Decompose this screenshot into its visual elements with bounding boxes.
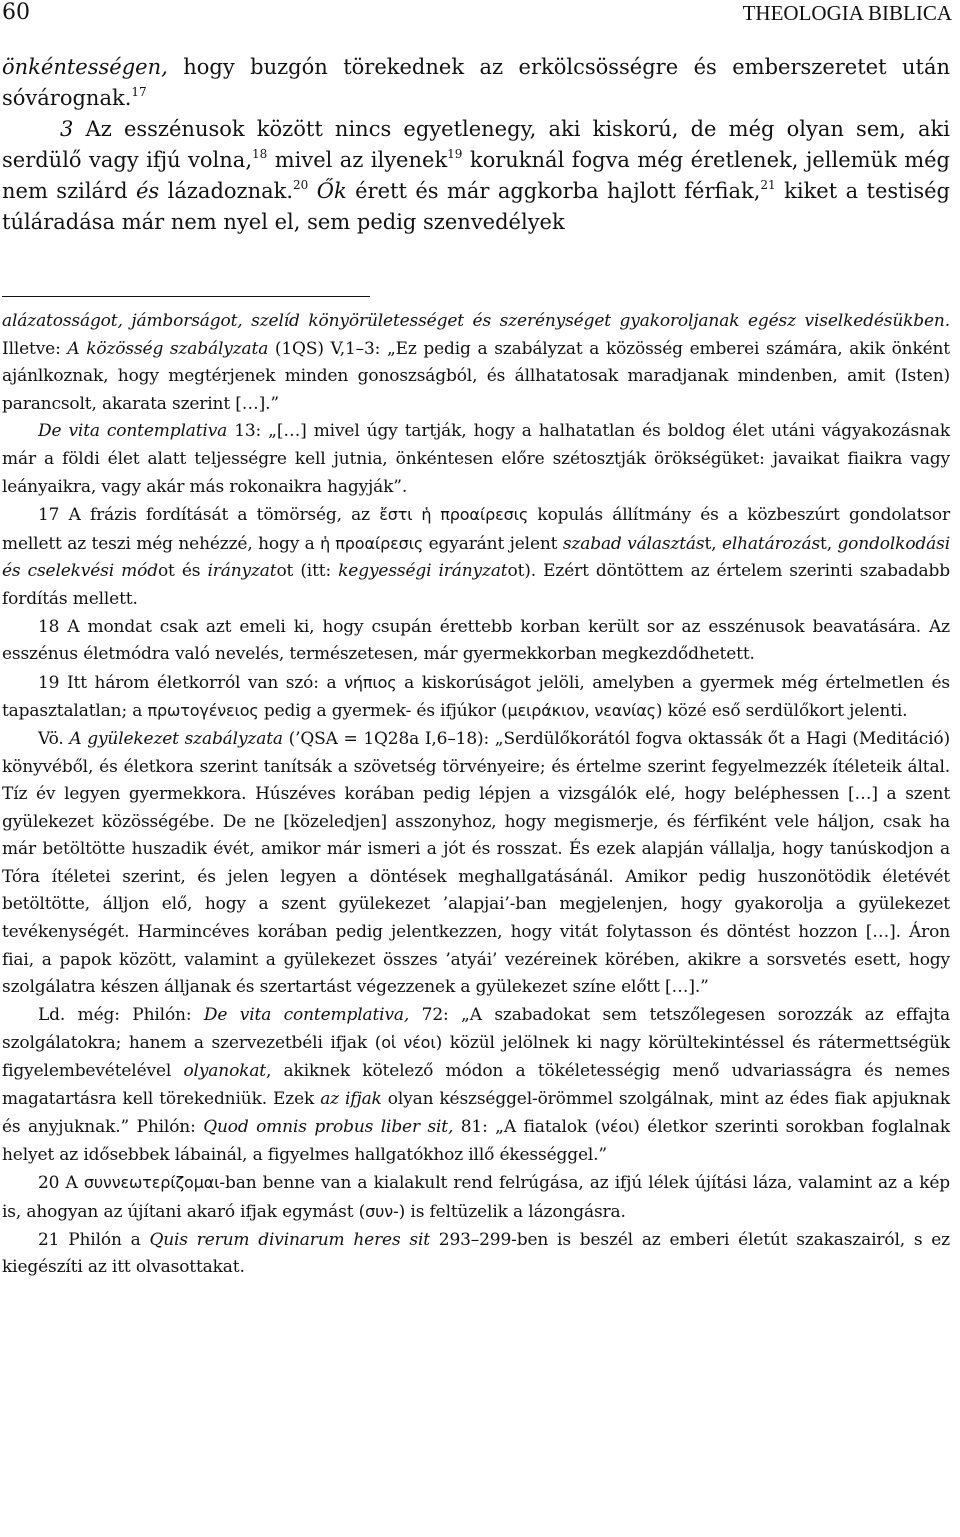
main-text xyxy=(2,52,950,238)
footnote-number: 18 xyxy=(38,616,60,637)
main-paragraph-3: 3 Az esszénusok között nincs egyetlenegy, aki kiskorú, de még olyan sem, aki serdülő vagy ifjú volna,$^{18}$ mivel az ilyenek$^{19}$ koruknál fogva még éretlenek, jellemük még nem szilárd és lázadoznak.$^{20}$ Ők érett és már aggkorba hajlott férfiak,$^{21}$ kiket a testiség túláradása már nem nyel el, sem pedig szenvedélyek xyxy=(2,117,950,234)
running-title: THEOLOGIA BIBLICA xyxy=(742,1,952,25)
section-number: 3 xyxy=(60,117,74,141)
footnote-separator xyxy=(2,296,370,297)
footnote-21: 21 Philón a Quis rerum divinarum heres sit 293–299-ben is beszél az emberi életút szakaszairól, s ez kiegészíti az itt olvasottakat. xyxy=(2,1229,950,1278)
footnotes xyxy=(2,308,950,1282)
footnote-20: 20 A συννεωτερίζομαι-ban benne van a kialakult rend felrúgása, az ifjú lélek újítási láza, valamint az a kép is, ahogyan az újítani akaró ifjak egymást (συν-) is feltüzelik a lázongásra. xyxy=(2,1173,950,1222)
footnote-ref-21[interactable]: 21 xyxy=(760,178,776,192)
footnote-number: 20 xyxy=(38,1173,60,1194)
footnote-ref-17[interactable]: 17 xyxy=(131,85,147,99)
footnote-number: 19 xyxy=(38,672,60,693)
page-number: 60 xyxy=(2,0,30,25)
footnote-17: 17 A frázis fordítását a tömörség, az ἔστι ἡ προαίρεσις kopulás állítmány és a közbeszúrt gondolatsor mellett az teszi még nehézzé, hogy a ἡ προαίρεσις egyaránt jelent szabad választást, elhatározást, gondolkodási és cselekvési módot és irányzatot (itt: kegyességi irányzatot). Ezért döntöttem az értelem szerinti szabadabb fordítás mellett. xyxy=(2,505,951,609)
footnote-ref-19[interactable]: 19 xyxy=(447,147,463,161)
footnote-19: 19 Itt három életkorról van szó: a νήπιος a kiskorúságot jelöli, amelyben a gyermek még értelmetlen és tapasztalatlan; a πρωτογένειος pedig a gyermek- és ifjúkor (μειράκιον, νεανίας) közé eső serdülőkort jelenti. xyxy=(2,672,950,722)
footnote-16-continuation: alázatosságot, jámborságot, szelíd könyörületességet és szerénységet gyakoroljanak egész viselkedésükben. Illetve: A közösség szabályzata (1QS) V,1–3: „Ez pedig a szabályzat a közösség emberei számára, akik önként ajánlkoznak, hogy megtérjenek minden gonoszságból, és állhatatosak maradjanak mindenben, amit (Isten) parancsolt, akarata szerint […].” xyxy=(2,311,950,414)
footnote-number: 21 xyxy=(38,1229,60,1250)
footnote-19-paragraph-3: Ld. még: Philón: De vita contemplativa, 72: „A szabadokat sem tetszőlegesen sorozzák az effajta szolgálatokra; hanem a szervezetbéli ifjak (οἱ νέοι) közül jelölnek ki nagy körültekintéssel és rátermettségük figyelembevételével olyanokat, akiknek kötelező módon a tökéletességig menő udvariasságra és nemes magatartásra kell törekedniük. Ezek az ifjak olyan készséggel-örömmel szolgálnak, mint az édes fiak apjuknak és anyjuknak.” Philón: Quod omnis probus liber sit, 81: „A fiatalok (νέοι) életkor szerinti sorokban foglalnak helyet az idősebbek lábainál, a figyelmes hallgatókhoz illő ékességgel.” xyxy=(2,1004,951,1165)
footnote-ref-18[interactable]: 18 xyxy=(252,147,268,161)
footnote-number: 17 xyxy=(38,505,60,526)
footnote-16-paragraph-2: De vita contemplativa 13: „[…] mivel úgy tartják, hogy a halhatatlan és boldog élet utáni vágyakozásnak már a földi élet alatt teljességre kell jutnia, önkéntesen előre szétosztják örökségüket: javaikat fiaikra vagy leányaikra, vagy akár más rokonaikra hagyják”. xyxy=(2,421,950,497)
footnote-18: 18 A mondat csak azt emeli ki, hogy csupán érettebb korban került sor az esszénusok beavatására. Az esszénus életmódra való nevelés, természetesen, már gyermekkorban megkezdődhetett. xyxy=(2,616,950,665)
footnote-ref-20[interactable]: 20 xyxy=(293,178,309,192)
footnote-19-paragraph-2: Vö. A gyülekezet szabályzata (’QSA = 1Q28a I,6–18): „Serdülőkorától fogva oktassák őt a Hagi (Meditáció) könyvéből, és életkora szerint tanítsák a szövetség törvényeire; és értelme szerint fegyelmezzék ítéleteik által. Tíz év legyen gyermekkora. Húszéves korában pedig lépjen a vizsgálók elé, hogy beléphessen […] a szent gyülekezet közösségébe. De ne [közeledjen] asszonyhoz, hogy megismerje, és férfiként vele háljon, csak ha már betöltötte huszadik évét, amikor már ismeri a jót és rosszat. És ezek alapján vállalja, hogy tanúskodjon a Tóra ítéletei szerint, és jelen legyen a döntések meghallgatásánál. Amikor pedig huszonötödik életévét betöltötte, álljon elő, hogy a szent gyülekezet ’alapjai’-ban megjelenjen, hogy gyakorolja a gyülekezet tevékenységét. Harmincéves korában pedig jelentkezzen, hogy vitát folytasson és döntést hozzon […]. Áron fiai, a papok között, valamint a gyülekezet összes ’atyái’ vezéreinek körében, akikre a sorsvetés esett, hogy szolgálatra készen álljanak és szertartást végezzenek a gyülekezet színe előtt […].” xyxy=(2,728,950,998)
main-paragraph-continuation: önkéntességen, hogy buzgón törekednek az erkölcsösségre és emberszeretet után sóvárognak.$^{17}$ xyxy=(2,55,950,110)
running-header xyxy=(0,0,956,28)
